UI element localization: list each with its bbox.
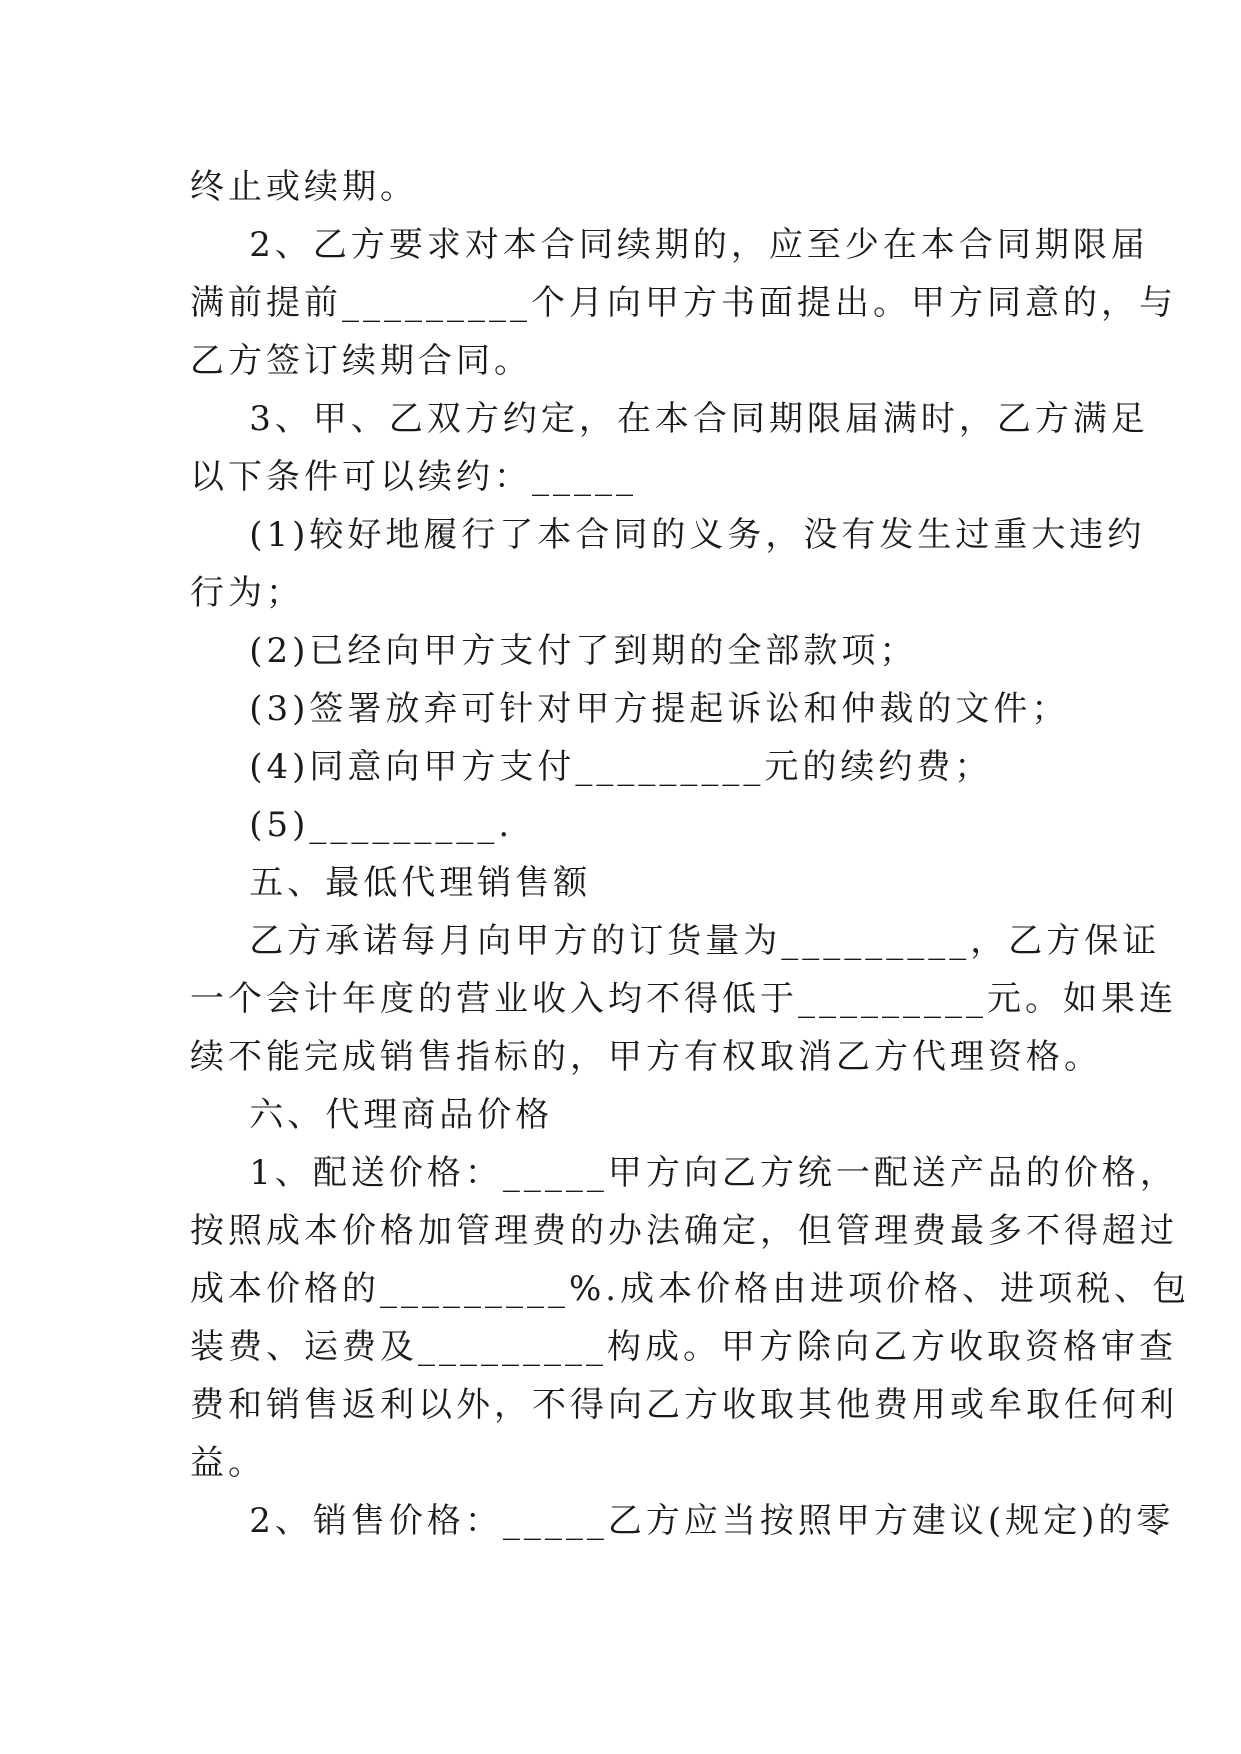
text-line: 3、甲、乙双方约定，在本合同期限届满时，乙方满足: [190, 399, 1149, 439]
text-line: 成本价格的_________%.成本价格由进项价格、进项税、包: [190, 1269, 1191, 1309]
text-line: (4)同意向甲方支付_________元的续约费；: [190, 747, 993, 787]
text-line: 乙方签订续期合同。: [190, 341, 532, 381]
text-line: 按照成本价格加管理费的办法确定，但管理费最多不得超过: [190, 1211, 1178, 1251]
text-line: 续不能完成销售指标的，甲方有权取消乙方代理资格。: [190, 1037, 1102, 1077]
section-heading: 六、代理商品价格: [190, 1095, 554, 1135]
text-line: 益。: [190, 1443, 266, 1483]
text-line: (3)签署放弃可针对甲方提起诉讼和仲裁的文件；: [190, 689, 1070, 729]
text-line: 一个会计年度的营业收入均不得低于_________元。如果连: [190, 979, 1177, 1019]
text-line: 1、配送价格：_____甲方向乙方统一配送产品的价格，: [190, 1153, 1178, 1193]
text-line: 终止或续期。: [190, 167, 418, 207]
document-page: [190, 158, 1191, 1550]
text-line: (5)_________.: [190, 805, 514, 845]
text-line: 装费、运费及_________构成。甲方除向乙方收取资格审查: [190, 1327, 1177, 1367]
text-line: (1)较好地履行了本合同的义务，没有发生过重大违约: [190, 515, 1146, 555]
text-line: (2)已经向甲方支付了到期的全部款项；: [190, 631, 918, 671]
text-line: 费和销售返利以外，不得向乙方收取其他费用或牟取任何利: [190, 1385, 1178, 1425]
text-line: 2、销售价格：_____乙方应当按照甲方建议(规定)的零: [190, 1501, 1175, 1541]
text-line: 2、乙方要求对本合同续期的，应至少在本合同期限届: [190, 225, 1149, 265]
section-heading: 五、最低代理销售额: [190, 863, 592, 903]
text-line: 乙方承诺每月向甲方的订货量为_________，乙方保证: [190, 921, 1161, 961]
text-line: 满前提前_________个月向甲方书面提出。甲方同意的，与: [190, 283, 1177, 323]
text-line: 以下条件可以续约：_____: [190, 457, 637, 497]
text-line: 行为；: [190, 573, 304, 613]
